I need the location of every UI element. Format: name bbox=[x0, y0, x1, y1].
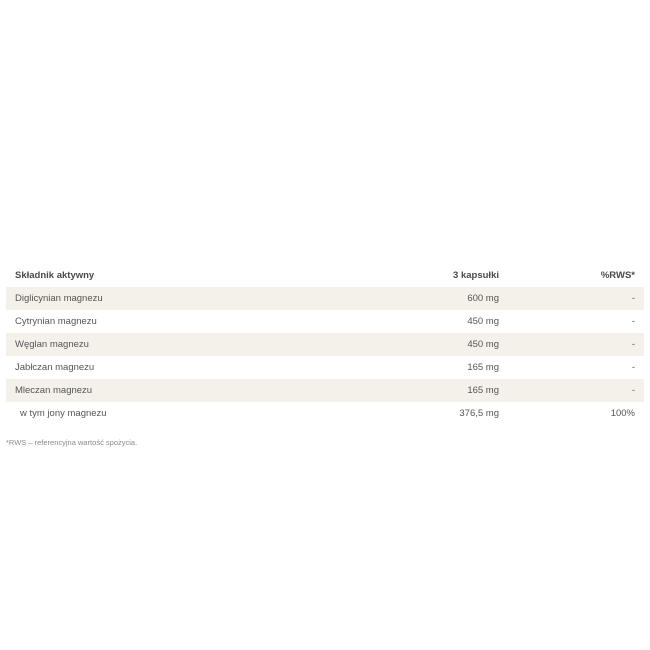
ingredient-name: Cytrynian magnezu bbox=[15, 316, 97, 327]
ingredient-amount: 450 mg bbox=[395, 333, 499, 356]
ingredient-rws: - bbox=[499, 379, 644, 402]
ingredient-name: Jabłczan magnezu bbox=[15, 362, 95, 373]
nutrition-table-container bbox=[6, 264, 644, 425]
ingredient-rws: 100% bbox=[610, 408, 635, 419]
ingredient-rws: - bbox=[631, 362, 635, 373]
ingredient-name: Diglicynian magnezu bbox=[6, 287, 395, 310]
header-ingredient: Składnik aktywny bbox=[15, 270, 95, 281]
ingredient-name: Mleczan magnezu bbox=[6, 379, 395, 402]
ingredient-name: Węglan magnezu bbox=[6, 333, 395, 356]
ingredient-amount: 376,5 mg bbox=[459, 408, 499, 419]
ingredient-amount: 165 mg bbox=[467, 362, 499, 373]
table-row bbox=[6, 402, 644, 425]
table-row bbox=[6, 333, 644, 356]
header-amount: 3 kapsułki bbox=[453, 270, 499, 281]
nutrition-table bbox=[6, 264, 644, 425]
ingredient-rws: - bbox=[499, 333, 644, 356]
ingredient-rws: - bbox=[499, 287, 644, 310]
header-rws: %RWS* bbox=[600, 270, 635, 281]
rws-footnote: *RWS – referencyjna wartość spożycia. bbox=[6, 438, 138, 447]
ingredient-rws: - bbox=[631, 316, 635, 327]
table-header-row bbox=[6, 264, 644, 287]
ingredient-amount: 165 mg bbox=[395, 379, 499, 402]
table-row bbox=[6, 356, 644, 379]
table-row bbox=[6, 379, 644, 402]
table-row bbox=[6, 287, 644, 310]
table-row bbox=[6, 310, 644, 333]
ingredient-amount: 450 mg bbox=[467, 316, 499, 327]
ingredient-name: w tym jony magnezu bbox=[20, 408, 107, 419]
ingredient-amount: 600 mg bbox=[395, 287, 499, 310]
